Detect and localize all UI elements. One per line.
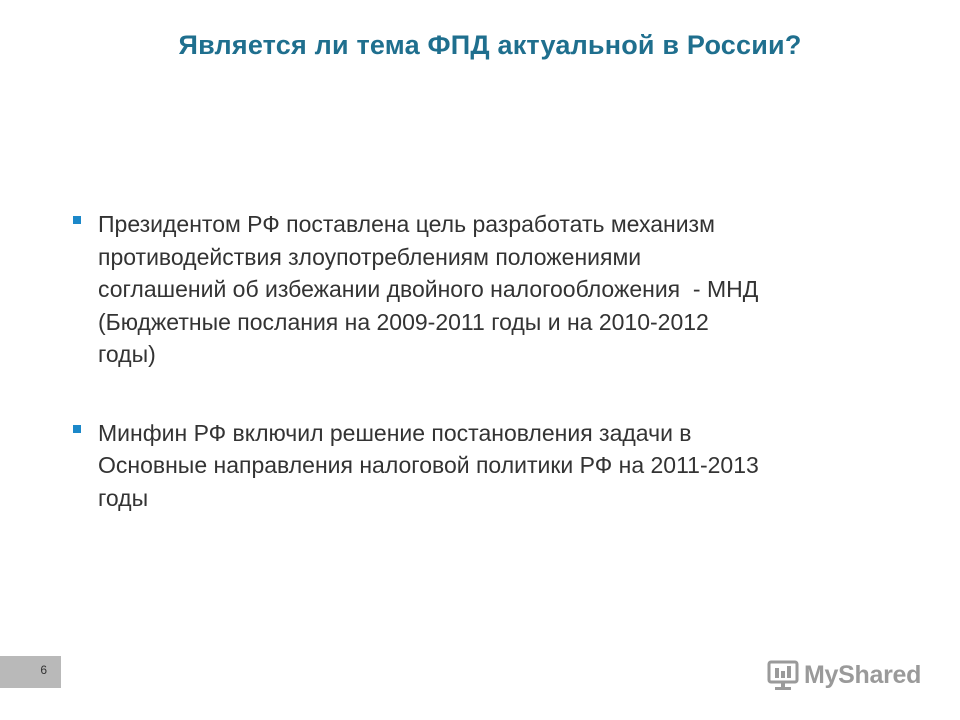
page-number: 6 <box>40 663 47 677</box>
bullet-list <box>70 208 890 514</box>
bullet-line: Основные направления налоговой политики РФ на 2011-2013 <box>98 452 759 478</box>
bullet-line: соглашений об избежании двойного налогообложения - МНД <box>98 276 759 302</box>
bullet-line: противодействия злоупотреблениям положениями <box>98 243 642 270</box>
square-bullet-icon <box>73 425 81 433</box>
myshared-watermark[interactable] <box>766 655 921 695</box>
bullet-line: (Бюджетные послания на 2009-2011 годы и на 2010-2012 <box>98 308 709 335</box>
bullet-item-minfin <box>70 417 890 515</box>
slide-title: Является ли тема ФПД актуальной в России? <box>178 30 802 60</box>
square-bullet-icon <box>73 216 81 224</box>
myshared-logo-icon <box>766 658 800 692</box>
bullet-item-mnd-goal <box>70 208 890 371</box>
page-number-box <box>0 656 61 688</box>
bullet-line: годы <box>98 484 149 511</box>
watermark-text: MyShared <box>804 660 922 689</box>
bullet-line: Минфин РФ включил решение постановления задачи в <box>98 419 692 446</box>
bullet-line: годы) <box>98 341 156 367</box>
bullet-line: Президентом РФ поставлена цель разработать механизм <box>98 211 715 237</box>
